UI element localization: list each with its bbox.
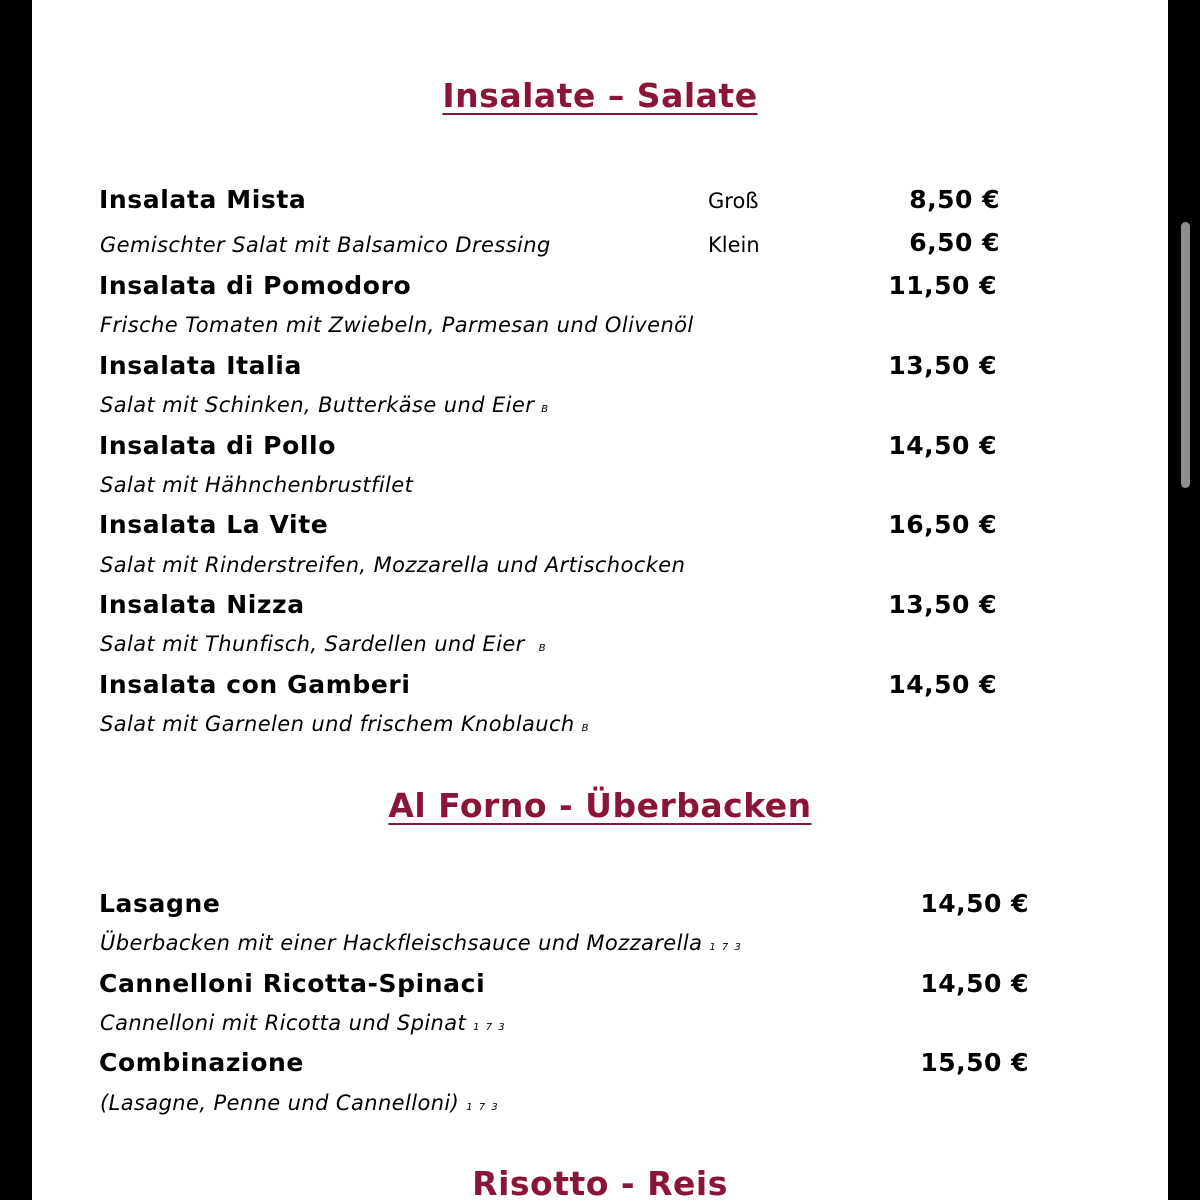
dish-desc-text: Salat mit Thunfisch, Sardellen und Eier	[100, 632, 525, 656]
dish-name-insalata-nizza: Insalata Nizza	[99, 590, 305, 619]
dish-desc-combinazione	[100, 1091, 499, 1115]
size-label-small: Klein	[708, 233, 760, 257]
allergen-code: 1 7 3	[466, 1102, 500, 1113]
dish-name-cannelloni-ricotta-spinaci: Cannelloni Ricotta-Spinaci	[99, 969, 486, 998]
section-title-risotto: Risotto - Reis	[472, 1164, 728, 1200]
allergen-code: 1 7 3	[709, 942, 743, 953]
dish-desc-text: Salat mit Garnelen und frischem Knoblauch	[100, 712, 575, 736]
allergen-code: 1 7 3	[473, 1022, 507, 1033]
dish-desc-cannelloni-ricotta-spinaci	[100, 1011, 506, 1035]
dish-desc-text: Salat mit Schinken, Butterkäse und Eier	[100, 393, 535, 417]
dish-name-insalata-di-pollo: Insalata di Pollo	[99, 431, 336, 460]
dish-desc-insalata-di-pomodoro: Frische Tomaten mit Zwiebeln, Parmesan und Olivenöl	[100, 313, 694, 337]
price-insalata-la-vite: 16,50 €	[888, 510, 997, 539]
dish-desc-insalata-nizza	[100, 632, 547, 656]
allergen-code: B	[581, 723, 590, 734]
dish-name-insalata-la-vite: Insalata La Vite	[99, 510, 329, 539]
scrollbar-thumb[interactable]	[1181, 222, 1190, 488]
price-combinazione: 15,50 €	[920, 1048, 1029, 1077]
dish-name-combinazione: Combinazione	[99, 1048, 304, 1077]
dish-desc-text: Überbacken mit einer Hackfleischsauce und Mozzarella	[100, 931, 703, 955]
price-small-insalata-mista: 6,50 €	[909, 228, 1000, 257]
dish-desc-text: (Lasagne, Penne und Cannelloni)	[100, 1091, 460, 1115]
price-lasagne: 14,50 €	[920, 889, 1029, 918]
dish-desc-insalata-con-gamberi	[100, 712, 590, 736]
allergen-code: B	[538, 643, 548, 654]
dish-desc-text: Cannelloni mit Ricotta und Spinat	[100, 1011, 467, 1035]
dish-desc-insalata-di-pollo: Salat mit Hähnchenbrustfilet	[100, 473, 414, 497]
allergen-code: B	[541, 404, 550, 415]
dish-name-insalata-con-gamberi: Insalata con Gamberi	[99, 670, 411, 699]
price-insalata-di-pomodoro: 11,50 €	[888, 271, 997, 300]
price-insalata-italia: 13,50 €	[888, 351, 997, 380]
price-insalata-di-pollo: 14,50 €	[888, 431, 997, 460]
size-label-large: Groß	[708, 189, 759, 213]
dish-desc-insalata-italia	[100, 393, 550, 417]
dish-desc-insalata-la-vite: Salat mit Rinderstreifen, Mozzarella und Artischocken	[100, 553, 686, 577]
dish-name-lasagne: Lasagne	[99, 889, 221, 918]
dish-desc-lasagne	[100, 931, 742, 955]
price-cannelloni-ricotta-spinaci: 14,50 €	[920, 969, 1029, 998]
dish-name-insalata-di-pomodoro: Insalata di Pomodoro	[99, 271, 412, 300]
price-insalata-nizza: 13,50 €	[888, 590, 997, 619]
menu-page	[32, 0, 1168, 1200]
section-title-al-forno: Al Forno - Überbacken	[388, 786, 812, 825]
dish-desc-insalata-mista: Gemischter Salat mit Balsamico Dressing	[100, 233, 551, 257]
section-title-salads: Insalate – Salate	[442, 76, 758, 115]
dish-name-insalata-mista: Insalata Mista	[99, 185, 307, 214]
price-insalata-con-gamberi: 14,50 €	[888, 670, 997, 699]
price-large-insalata-mista: 8,50 €	[909, 185, 1000, 214]
dish-name-insalata-italia: Insalata Italia	[99, 351, 302, 380]
